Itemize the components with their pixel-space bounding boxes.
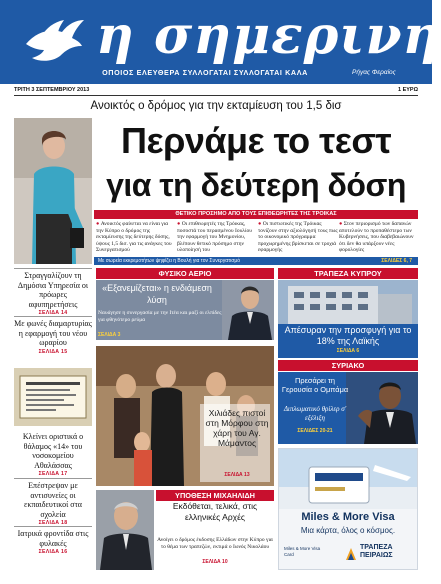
left-news-item[interactable]: Ιατρικά φροντίδα στις φυλακές ΣΕΛΙΔΑ 16 [14, 526, 92, 570]
section-header-bank: ΤΡΑΠΕΖΑ ΚΥΠΡΟΥ [278, 268, 418, 279]
michailidis-page-ref: ΣΕΛΙΔΑ 10 [202, 559, 228, 565]
strip-text: Με σωρεία εκκρεμοτήτων ψηφίζει η Βουλή για τον Συνεργατισμό [98, 258, 240, 264]
page-ref: ΣΕΛΙΔΑ 16 [38, 549, 68, 555]
left-news-item[interactable]: Με φωνές διαμαρτυρίας η εφαρμογή του νέου ωραρίου ΣΕΛΙΔΑ 15 [14, 316, 92, 366]
issue-price: 1 ΕΥΡΩ [397, 87, 418, 93]
left-news-item[interactable]: Στραγγαλίζουν τη Δημόσια Υπηρεσία οι πρόωρες αφυπηρετήσεις ΣΕΛΙΔΑ 14 [14, 268, 92, 312]
lead-story-photo [14, 118, 92, 264]
mamas-story-text[interactable]: Χιλιάδες πιστοί στη Μόρφου στη χάρη του Αγ. Μάμαντος [205, 408, 269, 448]
lead-subhead-band: ΘΕΤΙΚΟ ΠΡΟΣΗΜΟ ΑΠΟ ΤΟΥΣ ΕΠΙΘΕΩΡΗΤΕΣ ΤΗΣ ΤΡΟΙΚΑΣ [94, 210, 418, 219]
page-ref: ΣΕΛΙΔΑ 17 [38, 471, 68, 477]
syria-subhead: Διπλωματικό θρίλερ σ' εξέλιξη [283, 405, 347, 422]
piraeus-bank-logo: ΤΡΑΠΕΖΑ ΠΕΙΡΑΙΩΣ [360, 544, 393, 559]
lead-column: ● Οι επιθεωρητές της Τρόικας, ποσοστά του περασμένου Ιουλίου την εφαρμογή του Μνημονίου, βλέπουν θετικό πρόσημο στην υλοποίησή του [177, 221, 252, 254]
section-header-michailidis: ΥΠΟΘΕΣΗ ΜΙΧΑΗΛΙΔΗ [156, 490, 274, 501]
bullet-icon: ● [177, 221, 182, 227]
syria-headline: Πρεσάρει τη Γερουσία ο Ομπάμα [281, 376, 349, 394]
bank-building-photo [278, 280, 418, 324]
left-news-item[interactable]: Κλείνει οριστικά ο θάλαμος «14» του νοσοκομείου Αθαλάσσας ΣΕΛΙΔΑ 17 [14, 430, 92, 474]
page-ref: ΣΕΛΙΔΑ 18 [38, 520, 68, 526]
piraeus-bank-icon [344, 546, 358, 562]
bank-page-ref: ΣΕΛΙΔΑ 6 [336, 348, 360, 354]
gas-subhead: Ναυάγησε η συνεργασία με την Ιτέα και μαζί οι ελπίδες για φθηνότερο ρεύμα [98, 310, 222, 323]
michailidis-subhead: Ανοίγει ο δρόμος έκδοσης Ελλάδων στην Κύπρο για το θέμα των τραπεζών, εκτιμά ο Ιωνός Νικολάου [157, 537, 273, 550]
lead-column: ● Ανοικτός φαίνεται να είναι για την Κύπρο ο δρόμος της εκταμίευσης της δεύτερης δόσης, ύψους 1,5 δισ. για τις ανάγκες του Συνεργατισμού [96, 221, 172, 254]
lead-headline-line2: για τη δεύτερη δόση [106, 167, 406, 203]
masthead-motto: ΟΠΟΙΟΣ ΕΛΕΥΘΕΡΑ ΣΥΛΛΟΓΑΤΑΙ ΣΥΛΛΟΓΑΤΑΙ ΚΑΛΑ [102, 68, 308, 77]
ad-title: Miles & More Visa [301, 511, 395, 523]
motto-author: Ρήγας Φεραίος [352, 69, 396, 76]
gas-page-ref: ΣΕΛΙΔΑ 3 [98, 332, 121, 338]
michailidis-photo [96, 490, 154, 570]
gas-story-portrait [222, 280, 274, 340]
newspaper-logo: η σημερινη [96, 5, 441, 66]
lead-column: ● Στον περιορισμό των δαπανών αποτελούν το προπαθέστερο των Κυβερνήσεις, που διαβεβαιώνουν ότι δεν θα υπάρξουν νέες φορολογίες [339, 221, 414, 254]
page-ref: ΣΕΛΙΔΑ 14 [38, 310, 68, 316]
lead-column: ● Οι πιστωτικές της Τρόικας τονίζουν στην αξιολόγησή τους πως το οικονομικό πρόγραμμα προχωρημένης βρίσκεται σε τροχιά εφαρμογής [258, 221, 338, 254]
lead-headline [94, 118, 418, 210]
section-header-gas: ΦΥΣΙΚΟ ΑΕΡΙΟ [96, 268, 274, 279]
miles-more-logo: Miles & More Visa Card [284, 546, 321, 557]
page-ref: ΣΕΛΙΔΑ 15 [38, 348, 68, 355]
bullet-icon: ● [258, 221, 263, 227]
top-headline: Ανοικτός ο δρόμος για την εκταμίευση του 1,5 δισ [90, 100, 342, 112]
dateline [14, 86, 418, 96]
lead-pages-strip [94, 257, 418, 265]
strip-page-ref: ΣΕΛΙΔΕΣ 6, 7 [381, 258, 412, 264]
issue-date: ΤΡΙΤΗ 3 ΣΕΠΤΕΜΒΡΙΟΥ 2013 [14, 87, 90, 93]
obama-photo [346, 372, 418, 444]
bank-headline[interactable]: Απέσυραν την προσφυγή για το 18% της Λαϊκής [278, 324, 418, 358]
gas-headline: «Εξανεμίζεται» η ενδιάμεση λύση [102, 283, 212, 305]
bullet-icon: ● [339, 221, 344, 227]
dove-logo-icon [22, 14, 86, 66]
lead-headline-line1: Περνάμε το τεστ [120, 120, 392, 161]
ad-tagline: Μια κάρτα, όλος ο κόσμος. [300, 526, 396, 535]
mamas-page-ref: ΣΕΛΙΔΑ 13 [224, 472, 250, 478]
syria-page-ref: ΣΕΛΙΔΕΣ 20-21 [297, 428, 333, 434]
section-header-syria: ΣΥΡΙΑΚΟ [278, 360, 418, 371]
ward-sign-photo [14, 368, 92, 426]
left-news-item[interactable]: Επέστρεψαν με αντισυνείες οι εκπαιδευτικοί στα σχολεία ΣΕΛΙΔΑ 18 [14, 478, 92, 522]
ad-travel-photo [279, 449, 417, 509]
bullet-icon: ● [96, 221, 101, 227]
michailidis-headline[interactable]: Εκδόθεται, τελικά, στις ελληνικές Αρχές [172, 501, 258, 522]
